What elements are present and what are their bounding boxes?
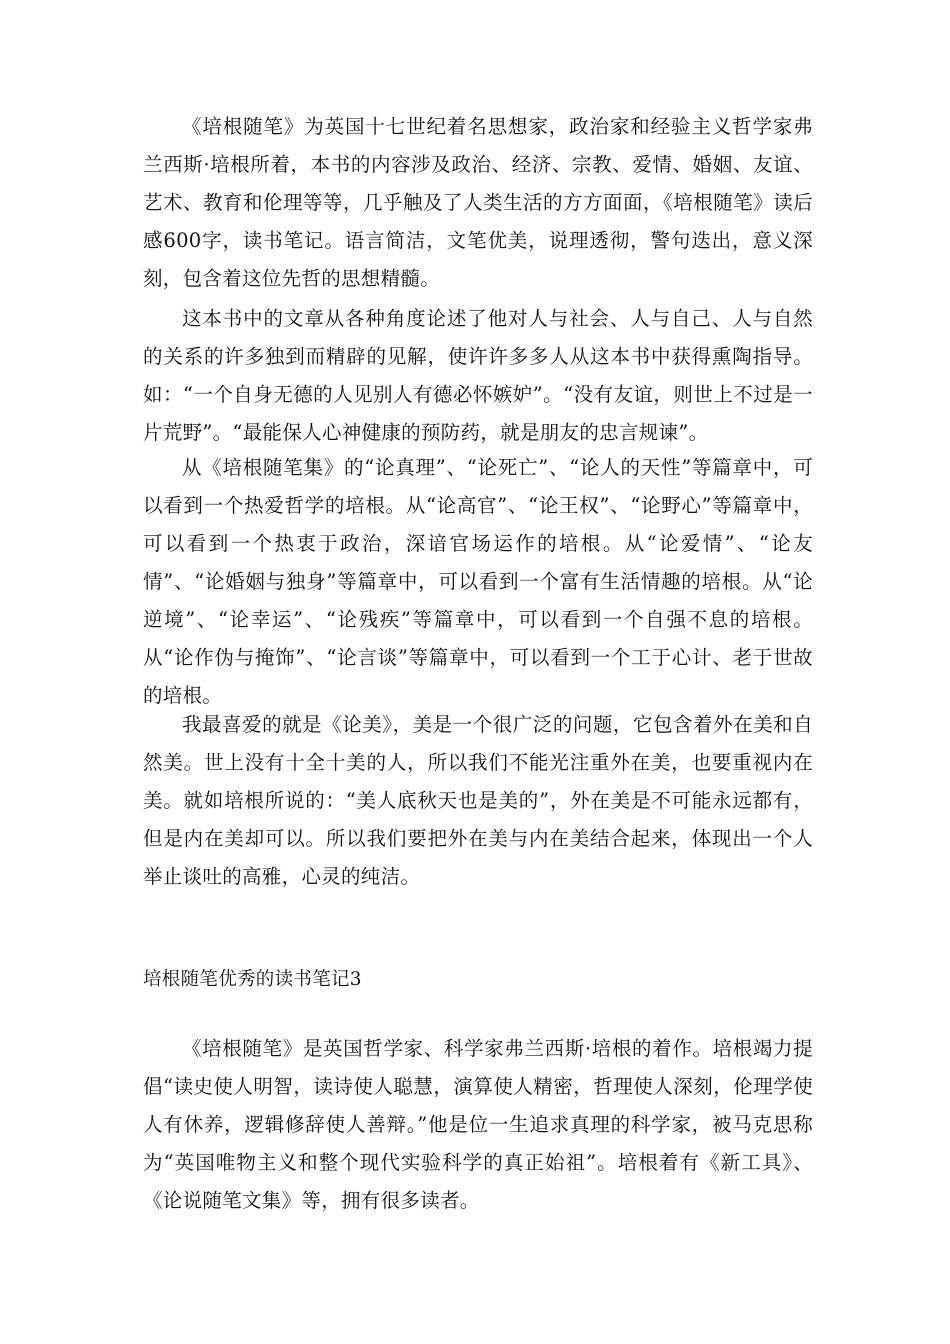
paragraph-chapters: 从《培根随笔集》的“论真理”、“论死亡”、“论人的天性”等篇章中，可以看到一个热爱哲学的培根。从“论高官”、“论王权”、“论野心”等篇章中，可以看到一个热衷于政治，深谙官场运作的培根。从“论爱情”、“论友情”、“论婚姻与独身”等篇章中，可以看到一个富有生活情趣的培根。从“论逆境”、“论幸运”、“论残疾”等篇章中，可以看到一个自强不息的培根。从“论作伪与掩饰”、“论言谈”等篇章中，可以看到一个工于心计、老于世故的培根。 — [143, 456, 813, 707]
paragraph-bacon-works: 《培根随笔》是英国哲学家、科学家弗兰西斯·培根的着作。培根竭力提倡“读史使人明智，读诗使人聪慧，演算使人精密，哲理使人深刻，伦理学使人有休养，逻辑修辞使人善辩。”他是位一生追求真理的科学家，被马克思称为“英国唯物主义和整个现代实验科学的真正始祖”。培根着有《新工具》、《论说随笔文集》等，拥有很多读者。 — [143, 1037, 813, 1212]
section-heading: 培根随笔优秀的读书笔记3 — [143, 969, 362, 990]
paragraph-viewpoints: 这本书中的文章从各种角度论述了他对人与社会、人与自己、人与自然的关系的许多独到而精辟的见解，使许许多多人从这本书中获得熏陶指导。如：“一个自身无德的人见别人有德必怀嫉妒”。“没有友谊，则世上不过是一片荒野”。“最能保人心神健康的预防药，就是朋友的忠言规谏”。 — [143, 307, 813, 444]
paragraph-on-beauty: 我最喜爱的就是《论美》，美是一个很广泛的问题，它包含着外在美和自然美。世上没有十全十美的人，所以我们不能光注重外在美，也要重视内在美。就如培根所说的：“美人底秋天也是美的”，外在美是不可能永远都有，但是内在美却可以。所以我们要把外在美与内在美结合起来，体现出一个人举止谈吐的高雅，心灵的纯洁。 — [143, 713, 813, 888]
paragraph-introduction: 《培根随笔》为英国十七世纪着名思想家，政治家和经验主义哲学家弗兰西斯·培根所着，本书的内容涉及政治、经济、宗教、爱情、婚姻、友谊、艺术、教育和伦理等等，几乎触及了人类生活的方方面面，《培根随笔》读后感600字，读书笔记。语言简洁，文笔优美，说理透彻，警句迭出，意义深刻，包含着这位先哲的思想精髓。 — [143, 115, 813, 290]
